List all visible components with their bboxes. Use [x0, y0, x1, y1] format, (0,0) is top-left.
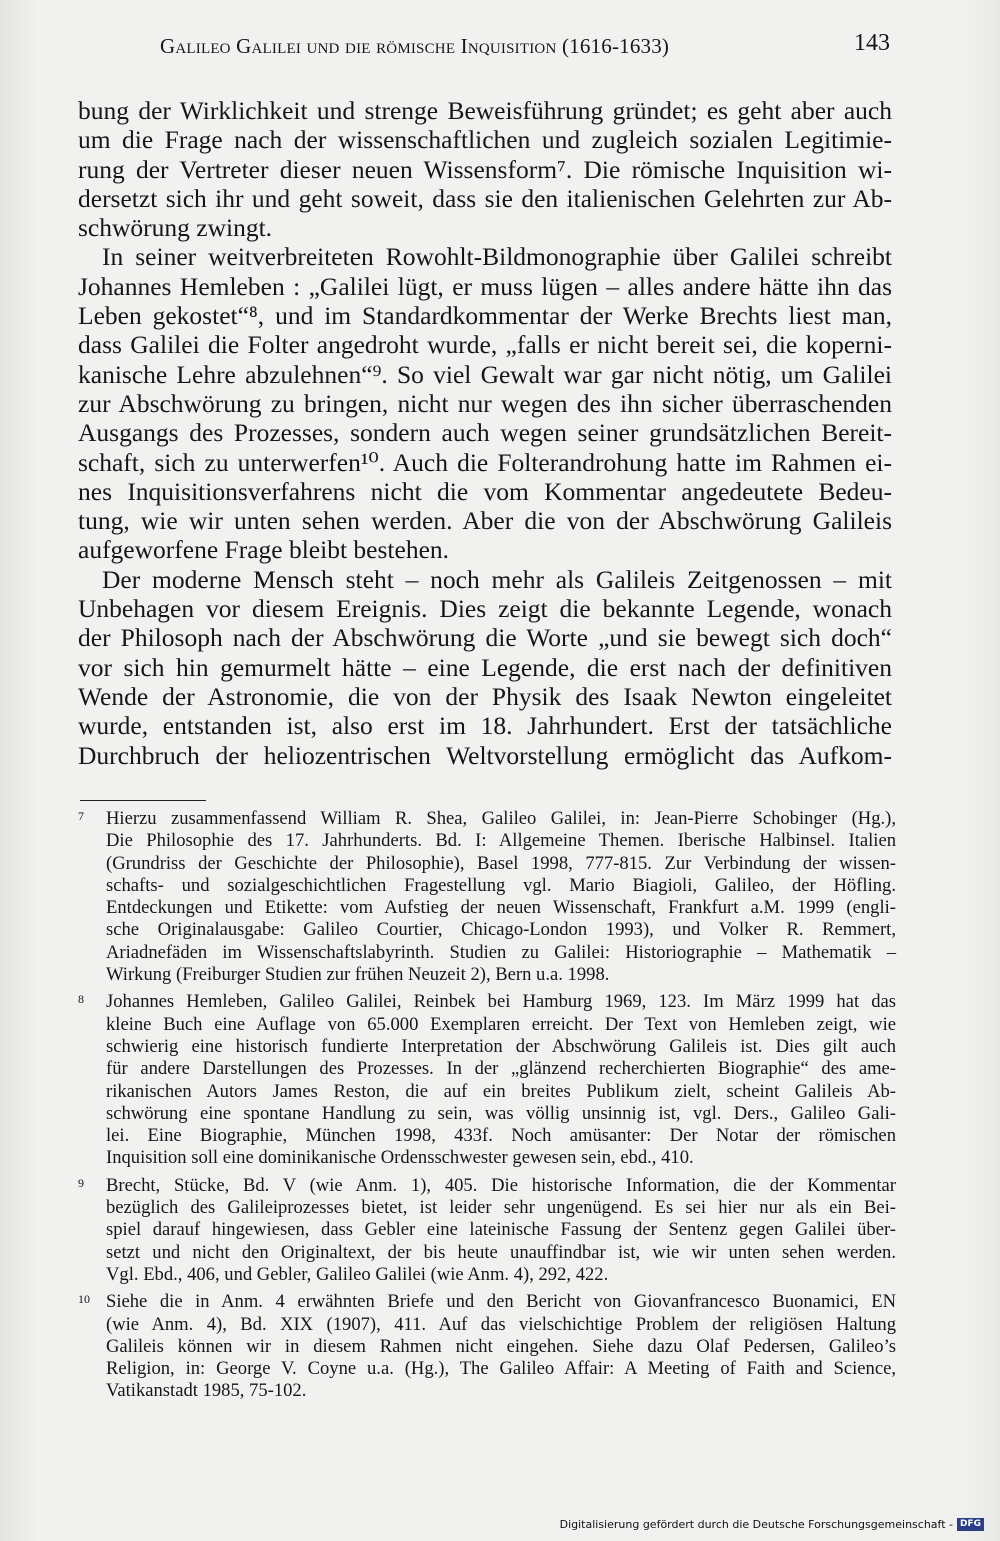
footnote-line: sche Originalausgabe: Galileo Courtier, Chicago-London 1993), und Volker R. Remmert, — [106, 919, 896, 941]
footnote-line: Religion, in: George V. Coyne u.a. (Hg.), The Galileo Affair: A Meeting of Faith and Science, — [106, 1358, 896, 1380]
footnote-line: Entdeckungen und Etikette: vom Aufstieg der neuen Wissenschaft, Frankfurt a.M. 1999 (engli- — [106, 897, 896, 919]
text-line: Johannes Hemleben : „Galilei lügt, er muss lügen – alles andere hätte ihn das — [78, 271, 892, 301]
paragraph-2 — [78, 242, 892, 564]
digitization-credit — [560, 1518, 984, 1531]
footnote-line: Inquisition soll eine dominikanische Ordensschwester gewesen sein, ebd., 410. — [106, 1147, 694, 1169]
footnote-line: (wie Anm. 4), Bd. XIX (1907), 411. Auf das vielschichtige Problem der religiösen Haltung — [106, 1313, 896, 1335]
text-line: vor sich hin gemurmelt hätte – eine Legende, die erst nach der definitiven — [78, 652, 892, 682]
footnote-number: 8 — [78, 992, 84, 1007]
running-head-title: Galileo Galilei und die römische Inquisition — [160, 34, 557, 58]
text-line: bung der Wirklichkeit und strenge Beweisführung gründet; es geht aber auch — [78, 96, 892, 125]
text-line: zur Abschwörung zu bringen, nicht nur wegen des ihn sicher überraschenden — [78, 388, 892, 418]
footnote-line: für andere Darstellungen des Prozesses. In der „glänzend recherchierten Biographie“ des ame- — [106, 1058, 896, 1080]
footnote-line: bezüglich des Galileiprozesses bietet, ist leider sehr ungenügend. Es sei hier nur als ein Bei- — [106, 1197, 896, 1219]
footnote-line: rikanischen Autors James Reston, die auf ein breites Publikum zielt, scheint Galileis Ab- — [106, 1080, 896, 1102]
text-line: tung, wie wir unten sehen werden. Aber die von der Abschwörung Galileis — [78, 506, 892, 536]
text-line: um die Frage nach der wissenschaftlichen und zugleich sozialen Legitimie- — [78, 125, 892, 155]
footnote-line: spiel darauf hingewiesen, dass Gebler eine lateinische Fassung der Sentenz gegen Galilei über- — [106, 1219, 896, 1241]
footnote-9 — [78, 1175, 896, 1286]
footnote-line: schafts- und sozialgeschichtlichen Fragestellung vgl. Mario Biagioli, Galileo, der Höfling. — [106, 874, 896, 896]
text-line: Unbehagen vor diesem Ereignis. Dies zeigt die bekannte Legende, wonach — [78, 594, 892, 624]
footnote-line: Vatikanstadt 1985, 75-102. — [106, 1380, 307, 1402]
footnotes — [78, 808, 896, 1408]
dfg-logo-icon: DFG — [957, 1518, 984, 1531]
text-line: Der moderne Mensch steht – noch mehr als Galileis Zeitgenossen – mit — [102, 564, 892, 594]
text-line: wurde, entstanden ist, also erst im 18. Jahrhundert. Erst der tatsächliche — [78, 711, 892, 741]
text-line: Wende der Astronomie, die von der Physik des Isaak Newton eingeleitet — [78, 681, 892, 711]
text-line: schwörung zwingt. — [78, 213, 273, 243]
text-line: In seiner weitverbreiteten Rowohlt-Bildmonographie über Galilei schreibt — [102, 242, 892, 272]
footnote-number: 9 — [78, 1175, 84, 1190]
footnote-10 — [78, 1291, 896, 1402]
footnote-line: Vgl. Ebd., 406, und Gebler, Galileo Galilei (wie Anm. 4), 292, 422. — [106, 1263, 609, 1285]
footnote-line: Siehe die in Anm. 4 erwähnten Briefe und den Bericht von Giovanfrancesco Buonamici, EN — [106, 1291, 896, 1313]
footnote-line: Johannes Hemleben, Galileo Galilei, Reinbek bei Hamburg 1969, 123. Im März 1999 hat das — [106, 991, 896, 1013]
footnote-8 — [78, 991, 896, 1169]
footnote-line: schwörung eine spontane Handlung zu sein, was völlig unsinnig ist, vgl. Ders., Galileo Gali- — [106, 1102, 896, 1124]
text-line: Ausgangs des Prozesses, sondern auch wegen seiner grundsätzlichen Bereit- — [78, 418, 892, 448]
footnote-line: kleine Buch eine Auflage von 65.000 Exemplaren erreicht. Der Text von Hemleben zeigt, wie — [106, 1013, 896, 1035]
page-number: 143 — [854, 30, 890, 56]
text-line: dass Galilei die Folter angedroht wurde, „falls er nicht bereit sei, die koperni- — [78, 330, 892, 360]
footnote-line: (Grundriss der Geschichte der Philosophie), Basel 1998, 777-815. Zur Verbindung der wissen- — [106, 852, 896, 874]
footnote-line: Ariadnefäden im Wissenschaftslabyrinth. Studien zu Galilei: Historiographie – Mathematik – — [106, 941, 896, 963]
footnote-line: Galileis können wir in diesem Rahmen nicht eingehen. Siehe dazu Olaf Pedersen, Galileo’s — [106, 1335, 896, 1357]
footnote-line: setzt und nicht den Originaltext, der bis heute unauffindbar ist, wie wir unten sehen werden. — [106, 1241, 896, 1263]
footnote-separator — [80, 800, 206, 801]
footnote-line: lei. Eine Biographie, München 1998, 433f. Noch amüsanter: Der Notar der römischen — [106, 1125, 896, 1147]
text-line: schaft, sich zu unterwerfen¹⁰. Auch die Folterandrohung hatte im Rahmen ei- — [78, 447, 892, 477]
text-line: Durchbruch der heliozentrischen Weltvorstellung ermöglicht das Aufkom- — [78, 740, 892, 770]
paragraph-1 — [78, 96, 892, 242]
footnote-number: 10 — [78, 1292, 90, 1307]
credit-text: Digitalisierung gefördert durch die Deutsche Forschungsgemeinschaft - — [559, 1518, 953, 1531]
footnote-line: schwierig eine historisch fundierte Interpretation der Abschwörung Galileis ist. Dies gilt auch — [106, 1035, 896, 1057]
text-line: aufgeworfene Frage bleibt bestehen. — [78, 535, 450, 565]
footnote-line: Hierzu zusammenfassend William R. Shea, Galileo Galilei, in: Jean-Pierre Schobinger (Hg.), — [106, 808, 896, 829]
text-line: der Philosoph nach der Abschwörung die Worte „und sie bewegt sich doch“ — [78, 623, 892, 653]
text-line: kanische Lehre abzulehnen“⁹. So viel Gewalt war gar nicht nötig, um Galilei — [78, 359, 892, 389]
text-line: nes Inquisitionsverfahrens nicht die vom Kommentar angedeutete Bedeu- — [78, 476, 892, 506]
footnote-line: Die Philosophie des 17. Jahrhunderts. Bd. I: Allgemeine Themen. Iberische Halbinsel. Italien — [106, 830, 896, 852]
main-text — [78, 96, 892, 770]
text-line: rung der Vertreter dieser neuen Wissensform⁷. Die römische Inquisition wi- — [78, 154, 892, 184]
footnote-line: Brecht, Stücke, Bd. V (wie Anm. 1), 405. Die historische Information, die der Kommentar — [106, 1174, 896, 1196]
footnote-7 — [78, 808, 896, 986]
running-head-years: (1616-1633) — [556, 34, 670, 58]
footnote-number: 7 — [78, 809, 84, 823]
paragraph-3 — [78, 565, 892, 770]
running-head — [160, 34, 900, 59]
footnote-line: Wirkung (Freiburger Studien zur frühen Neuzeit 2), Bern u.a. 1998. — [106, 964, 610, 986]
text-line: Leben gekostet“⁸, und im Standardkommentar der Werke Brechts liest man, — [78, 301, 892, 331]
text-line: dersetzt sich ihr und geht soweit, dass sie den italienischen Gelehrten zur Ab- — [78, 183, 892, 213]
